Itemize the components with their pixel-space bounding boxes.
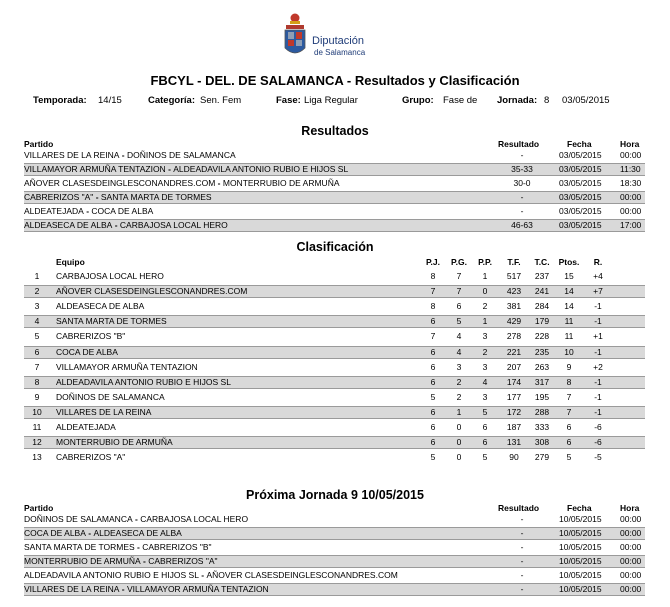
away-team: MONTERRUBIO DE ARMUÑA bbox=[222, 178, 340, 188]
stat-pp: 3 bbox=[482, 361, 488, 372]
stat-pg: 5 bbox=[456, 316, 462, 327]
stat-ptos: 10 bbox=[564, 346, 574, 357]
r-header: R. bbox=[593, 257, 603, 267]
stat-tc: 228 bbox=[534, 331, 550, 342]
diputacion-logo bbox=[276, 12, 396, 64]
match-result: - bbox=[520, 528, 524, 538]
grupo-label: Grupo: bbox=[402, 95, 434, 106]
match-result: - bbox=[520, 556, 524, 566]
stat-tf: 278 bbox=[506, 331, 522, 342]
stat-pj: 6 bbox=[430, 316, 436, 327]
position: 5 bbox=[34, 331, 40, 342]
away-team: CABRERIZOS "B" bbox=[142, 542, 212, 552]
match-teams bbox=[24, 220, 228, 231]
stat-ptos: 7 bbox=[566, 406, 572, 417]
away-team: DOÑINOS DE SALAMANCA bbox=[127, 150, 236, 160]
fase-value: Liga Regular bbox=[304, 95, 358, 106]
stat-r: +4 bbox=[593, 271, 603, 281]
standings-row bbox=[24, 285, 645, 298]
stat-pg: 0 bbox=[456, 437, 462, 448]
stat-ptos: 9 bbox=[566, 361, 572, 372]
stat-ptos: 11 bbox=[564, 316, 574, 327]
stat-tf: 187 bbox=[506, 422, 522, 432]
position: 10 bbox=[32, 406, 42, 417]
clasificacion-title: Clasificación bbox=[296, 240, 374, 254]
match-time: 18:30 bbox=[620, 178, 642, 188]
match-teams bbox=[24, 164, 348, 175]
logo-text-line2: de Salamanca bbox=[314, 48, 366, 57]
away-team: CARBAJOSA LOCAL HERO bbox=[140, 514, 249, 524]
standings-row bbox=[24, 436, 645, 449]
match-separator: - bbox=[165, 164, 174, 174]
stat-ptos: 5 bbox=[566, 452, 572, 463]
stat-ptos: 6 bbox=[566, 422, 572, 432]
stat-pj: 8 bbox=[430, 271, 436, 281]
match-time: 00:00 bbox=[620, 192, 642, 202]
stat-pg: 4 bbox=[456, 331, 462, 342]
stat-tf: 174 bbox=[506, 376, 522, 387]
match-result: - bbox=[520, 584, 524, 594]
home-team: MONTERRUBIO DE ARMUÑA bbox=[24, 556, 141, 566]
match-teams bbox=[24, 528, 182, 539]
match-date: 10/05/2015 bbox=[559, 570, 602, 580]
match-date: 03/05/2015 bbox=[559, 178, 602, 188]
coat-of-arms-icon bbox=[280, 12, 310, 62]
away-team: ALDEADAVILA ANTONIO RUBIO E HIJOS SL bbox=[173, 164, 349, 174]
stat-pg: 2 bbox=[456, 376, 462, 387]
stat-tf: 177 bbox=[506, 391, 522, 402]
match-separator: - bbox=[198, 570, 207, 580]
position: 4 bbox=[34, 316, 40, 327]
stat-pp: 1 bbox=[482, 316, 488, 327]
match-result: - bbox=[520, 192, 524, 202]
stat-pj: 7 bbox=[430, 331, 436, 342]
stat-pp: 2 bbox=[482, 301, 488, 312]
match-result: - bbox=[520, 206, 524, 216]
partido-header: Partido bbox=[24, 139, 54, 149]
standings-row bbox=[24, 451, 645, 464]
match-teams bbox=[24, 149, 236, 162]
standings-row bbox=[24, 346, 645, 359]
match-date: 10/05/2015 bbox=[559, 542, 602, 552]
position: 2 bbox=[34, 286, 40, 297]
position: 6 bbox=[34, 346, 40, 357]
match-separator: - bbox=[83, 206, 92, 216]
home-team: VILLARES DE LA REINA bbox=[24, 150, 120, 160]
stat-r: -1 bbox=[594, 376, 602, 387]
fase-label: Fase: bbox=[276, 95, 301, 106]
standings-row bbox=[24, 361, 645, 374]
home-team: VILLARES DE LA REINA bbox=[24, 584, 120, 594]
meta-bar bbox=[0, 95, 670, 107]
stat-pj: 5 bbox=[430, 452, 436, 463]
team-name: VILLARES DE LA REINA bbox=[56, 406, 152, 417]
stat-tf: 423 bbox=[506, 286, 522, 297]
stat-ptos: 11 bbox=[564, 331, 574, 342]
position: 13 bbox=[32, 452, 42, 463]
stat-tf: 517 bbox=[506, 271, 522, 281]
pj-header: P.J. bbox=[425, 257, 441, 267]
stat-tc: 195 bbox=[534, 391, 550, 402]
match-time: 00:00 bbox=[620, 542, 642, 552]
match-row bbox=[24, 205, 645, 218]
match-separator: - bbox=[132, 514, 141, 524]
match-row bbox=[24, 219, 645, 232]
match-row bbox=[24, 541, 645, 554]
team-name: ALDEASECA DE ALBA bbox=[56, 301, 145, 312]
match-date: 03/05/2015 bbox=[559, 164, 602, 174]
match-row bbox=[24, 149, 645, 162]
stat-pg: 1 bbox=[456, 406, 462, 417]
stat-pp: 1 bbox=[482, 271, 488, 281]
stat-tc: 235 bbox=[534, 346, 550, 357]
stat-tc: 279 bbox=[534, 452, 550, 463]
match-separator: - bbox=[134, 542, 143, 552]
standings-row bbox=[24, 376, 645, 389]
stat-tc: 308 bbox=[534, 437, 550, 448]
stat-ptos: 7 bbox=[566, 391, 572, 402]
clasificacion-header bbox=[24, 256, 645, 269]
hora-header: Hora bbox=[620, 139, 640, 149]
match-row bbox=[24, 163, 645, 176]
stat-pp: 5 bbox=[482, 406, 488, 417]
resultado-header: Resultado bbox=[498, 139, 540, 149]
tf-header: T.F. bbox=[507, 257, 521, 267]
standings-row bbox=[24, 315, 645, 328]
team-name: CABRERIZOS "B" bbox=[56, 331, 126, 342]
match-result: 35-33 bbox=[511, 164, 533, 174]
team-name: ALDEADAVILA ANTONIO RUBIO E HIJOS SL bbox=[56, 376, 231, 387]
team-name: MONTERRUBIO DE ARMUÑA bbox=[56, 437, 173, 448]
match-result: 46-63 bbox=[511, 220, 533, 230]
match-time: 00:00 bbox=[620, 528, 642, 538]
stat-ptos: 8 bbox=[566, 376, 572, 387]
stat-pg: 6 bbox=[456, 301, 462, 312]
stat-ptos: 15 bbox=[564, 271, 574, 281]
logo-text-line1: Diputación bbox=[312, 35, 364, 47]
jornada-date: 03/05/2015 bbox=[562, 95, 610, 106]
match-row bbox=[24, 583, 645, 596]
away-team: AÑOVER CLASESDEINGLESCONANDRES.COM bbox=[206, 570, 398, 580]
stat-pg: 2 bbox=[456, 391, 462, 402]
team-name: AÑOVER CLASESDEINGLESCONANDRES.COM bbox=[56, 286, 248, 297]
match-result: 30-0 bbox=[513, 178, 531, 188]
match-teams bbox=[24, 513, 248, 526]
match-separator: - bbox=[119, 150, 127, 160]
stat-r: -1 bbox=[594, 391, 602, 402]
standings-row bbox=[24, 270, 645, 283]
match-date: 10/05/2015 bbox=[559, 514, 602, 524]
match-date: 10/05/2015 bbox=[559, 556, 602, 566]
stat-pp: 6 bbox=[482, 437, 488, 448]
stat-tf: 131 bbox=[506, 437, 522, 448]
stat-pp: 6 bbox=[482, 422, 488, 432]
match-result: - bbox=[520, 542, 524, 552]
match-separator: - bbox=[112, 220, 120, 230]
home-team: ALDEADAVILA ANTONIO RUBIO E HIJOS SL bbox=[24, 570, 199, 580]
match-result: - bbox=[520, 150, 524, 160]
home-team: CABRERIZOS "A" bbox=[24, 192, 94, 202]
match-row bbox=[24, 555, 645, 568]
team-name: CABRERIZOS "A" bbox=[56, 452, 126, 463]
stat-pp: 5 bbox=[482, 452, 488, 463]
stat-tc: 263 bbox=[534, 361, 550, 372]
stat-tc: 241 bbox=[534, 286, 550, 297]
jornada-value: 8 bbox=[544, 95, 550, 106]
position: 11 bbox=[32, 422, 42, 432]
stat-pj: 5 bbox=[430, 391, 436, 402]
match-row bbox=[24, 569, 645, 582]
match-teams bbox=[24, 541, 212, 554]
categoria-value: Sen. Fem bbox=[200, 95, 242, 106]
page-title: FBCYL - DEL. DE SALAMANCA - Resultados y Clasificación bbox=[150, 73, 520, 88]
stat-pp: 4 bbox=[482, 376, 488, 387]
away-team: CABRERIZOS "A" bbox=[148, 556, 218, 566]
team-name: DOÑINOS DE SALAMANCA bbox=[56, 391, 165, 402]
resultado-header: Resultado bbox=[498, 503, 540, 513]
jornada-label: Jornada: bbox=[497, 95, 538, 106]
ptos-header: Ptos. bbox=[558, 257, 580, 267]
match-row bbox=[24, 527, 645, 540]
stat-pp: 3 bbox=[482, 391, 488, 402]
stat-ptos: 14 bbox=[564, 286, 574, 297]
match-date: 10/05/2015 bbox=[559, 584, 602, 594]
standings-row bbox=[24, 330, 645, 343]
stat-pj: 6 bbox=[430, 406, 436, 417]
team-name: ALDEATEJADA bbox=[56, 422, 116, 432]
stat-tc: 237 bbox=[534, 271, 550, 281]
away-team: ALDEASECA DE ALBA bbox=[93, 528, 182, 538]
stat-pj: 6 bbox=[430, 361, 436, 372]
match-date: 03/05/2015 bbox=[559, 150, 602, 160]
stat-tf: 207 bbox=[506, 361, 522, 372]
team-name: CARBAJOSA LOCAL HERO bbox=[56, 271, 164, 281]
stat-ptos: 14 bbox=[564, 301, 574, 312]
pg-header: P.G. bbox=[451, 257, 467, 267]
away-team: COCA DE ALBA bbox=[91, 206, 154, 216]
match-date: 03/05/2015 bbox=[559, 220, 602, 230]
match-time: 17:00 bbox=[620, 220, 642, 230]
away-team: SANTA MARTA DE TORMES bbox=[100, 192, 212, 202]
home-team: COCA DE ALBA bbox=[24, 528, 86, 538]
match-time: 00:00 bbox=[620, 206, 642, 216]
position: 3 bbox=[34, 301, 40, 312]
stat-r: +1 bbox=[593, 331, 603, 342]
stat-tf: 221 bbox=[506, 346, 522, 357]
stat-pj: 8 bbox=[430, 301, 436, 312]
temporada-value: 14/15 bbox=[98, 95, 122, 106]
position: 9 bbox=[34, 391, 40, 402]
match-date: 03/05/2015 bbox=[559, 206, 602, 216]
stat-pj: 6 bbox=[430, 376, 436, 387]
stat-pg: 3 bbox=[456, 361, 462, 372]
standings-row bbox=[24, 391, 645, 404]
away-team: VILLAMAYOR ARMUÑA TENTAZION bbox=[127, 584, 269, 594]
home-team: SANTA MARTA DE TORMES bbox=[24, 542, 135, 552]
match-time: 00:00 bbox=[620, 584, 642, 594]
match-time: 00:00 bbox=[620, 150, 642, 160]
match-date: 10/05/2015 bbox=[559, 528, 602, 538]
stat-tc: 288 bbox=[534, 406, 550, 417]
team-name: VILLAMAYOR ARMUÑA TENTAZION bbox=[56, 361, 198, 372]
match-result: - bbox=[520, 514, 524, 524]
match-teams bbox=[24, 192, 212, 203]
match-date: 03/05/2015 bbox=[559, 192, 602, 202]
grupo-value: Fase de bbox=[443, 95, 478, 106]
categoria-label: Categoría: bbox=[148, 95, 195, 106]
match-teams bbox=[24, 569, 398, 582]
match-time: 00:00 bbox=[620, 556, 642, 566]
match-separator: - bbox=[85, 528, 94, 538]
stat-tc: 317 bbox=[534, 376, 550, 387]
match-separator: - bbox=[93, 192, 101, 202]
stat-pj: 6 bbox=[430, 437, 436, 448]
stat-pg: 7 bbox=[456, 286, 462, 297]
stat-pj: 6 bbox=[430, 346, 436, 357]
match-row bbox=[24, 191, 645, 204]
match-time: 00:00 bbox=[620, 514, 642, 524]
hora-header: Hora bbox=[620, 503, 640, 513]
fecha-header: Fecha bbox=[567, 503, 592, 513]
partido-header: Partido bbox=[24, 503, 54, 513]
away-team: CARBAJOSA LOCAL HERO bbox=[119, 220, 228, 230]
stat-r: -6 bbox=[594, 437, 602, 448]
standings-row bbox=[24, 406, 645, 419]
resultados-title: Resultados bbox=[301, 124, 369, 138]
team-name: SANTA MARTA DE TORMES bbox=[56, 316, 167, 327]
home-team: ALDEASECA DE ALBA bbox=[24, 220, 113, 230]
stat-pg: 7 bbox=[456, 271, 462, 281]
stat-pg: 4 bbox=[456, 346, 462, 357]
equipo-header: Equipo bbox=[56, 257, 85, 267]
stat-r: +7 bbox=[593, 286, 603, 297]
stat-tf: 429 bbox=[506, 316, 522, 327]
position: 7 bbox=[34, 361, 40, 372]
standings-row bbox=[24, 300, 645, 313]
home-team: DOÑINOS DE SALAMANCA bbox=[24, 514, 133, 524]
stat-tc: 179 bbox=[534, 316, 550, 327]
home-team: AÑOVER CLASESDEINGLESCONANDRES.COM bbox=[24, 178, 216, 188]
match-teams bbox=[24, 177, 340, 190]
stat-pp: 0 bbox=[482, 286, 488, 297]
stat-tf: 381 bbox=[506, 301, 522, 312]
match-teams bbox=[24, 584, 269, 595]
stat-r: -1 bbox=[594, 346, 602, 357]
match-separator: - bbox=[215, 178, 223, 188]
temporada-label: Temporada: bbox=[33, 95, 87, 106]
match-separator: - bbox=[119, 584, 127, 594]
standings-row bbox=[24, 421, 645, 434]
home-team: ALDEATEJADA bbox=[24, 206, 84, 216]
stat-pj: 7 bbox=[430, 286, 436, 297]
team-name: COCA DE ALBA bbox=[56, 346, 118, 357]
stat-ptos: 6 bbox=[566, 437, 572, 448]
stat-tf: 172 bbox=[506, 406, 522, 417]
fecha-header: Fecha bbox=[567, 139, 592, 149]
stat-r: -1 bbox=[594, 406, 602, 417]
match-teams bbox=[24, 556, 218, 567]
stat-r: -5 bbox=[594, 452, 602, 463]
tc-header: T.C. bbox=[534, 257, 550, 267]
stat-r: -6 bbox=[594, 422, 602, 432]
stat-r: -1 bbox=[594, 316, 602, 327]
match-separator: - bbox=[140, 556, 149, 566]
stat-pp: 2 bbox=[482, 346, 488, 357]
position: 8 bbox=[34, 376, 40, 387]
position: 1 bbox=[34, 271, 40, 281]
position: 12 bbox=[32, 437, 42, 448]
stat-tf: 90 bbox=[509, 452, 519, 463]
match-row bbox=[24, 513, 645, 526]
pp-header: P.P. bbox=[478, 257, 492, 267]
stat-tc: 333 bbox=[534, 422, 550, 432]
stat-tc: 284 bbox=[534, 301, 550, 312]
stat-pj: 6 bbox=[430, 422, 436, 432]
match-result: - bbox=[520, 570, 524, 580]
stat-pg: 0 bbox=[456, 422, 462, 432]
match-teams bbox=[24, 205, 153, 218]
stat-r: +2 bbox=[593, 361, 603, 372]
proxima-title: Próxima Jornada 9 10/05/2015 bbox=[246, 488, 424, 502]
match-time: 00:00 bbox=[620, 570, 642, 580]
stat-pp: 3 bbox=[482, 331, 488, 342]
stat-r: -1 bbox=[594, 301, 602, 312]
home-team: VILLAMAYOR ARMUÑA TENTAZION bbox=[24, 164, 166, 174]
stat-pg: 0 bbox=[456, 452, 462, 463]
match-time: 11:30 bbox=[620, 164, 641, 174]
match-row bbox=[24, 177, 645, 190]
